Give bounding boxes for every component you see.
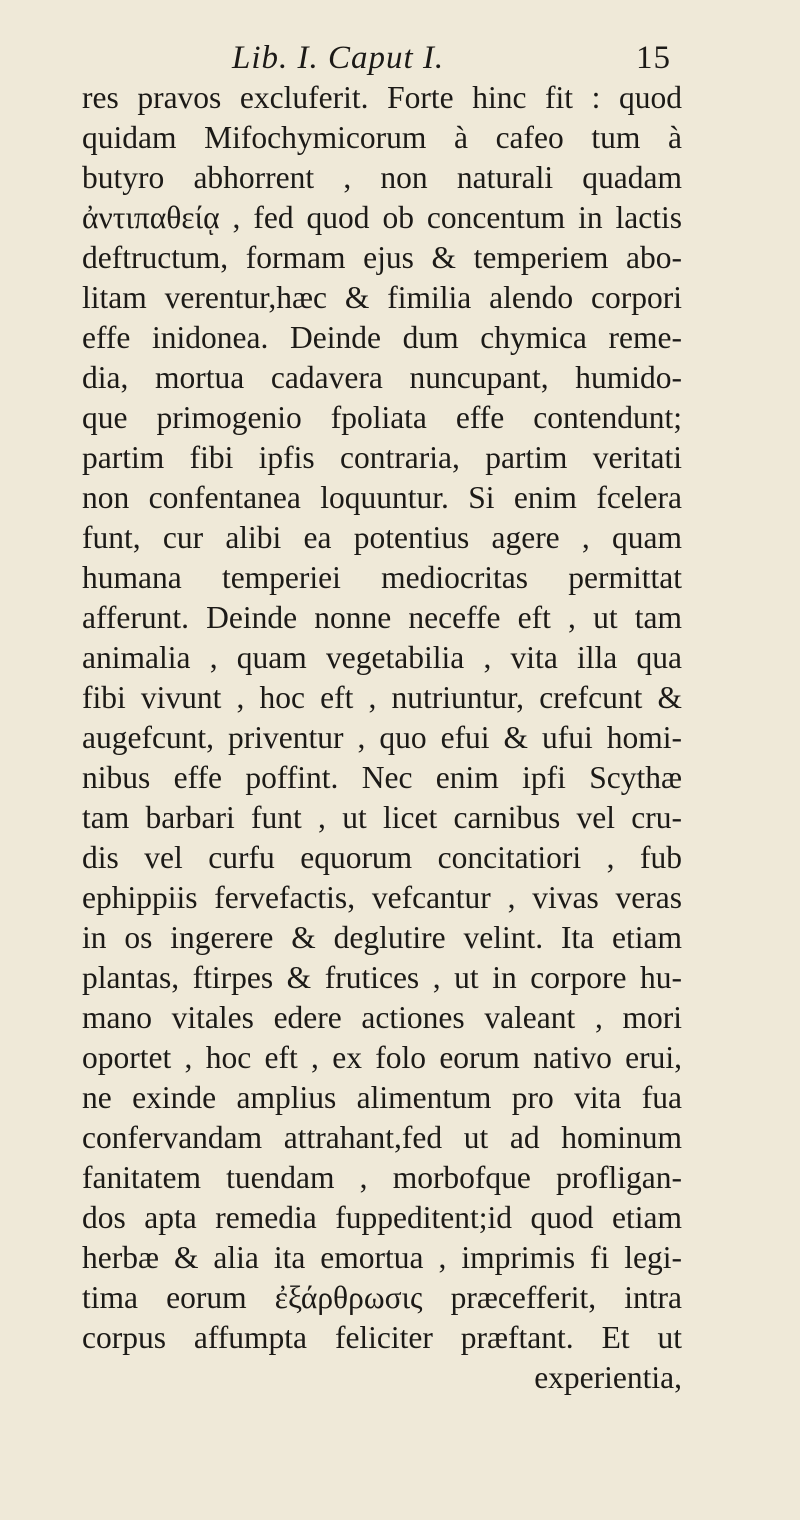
text-line: ne exinde amplius alimentum pro vita fua: [82, 1080, 682, 1115]
text-line: que primogenio fpoliata effe contendunt;: [82, 400, 682, 435]
text-line: afferunt. Deinde nonne neceffe eft , ut tam: [82, 600, 682, 635]
text-line: mano vitales edere actiones valeant , mori: [82, 1000, 682, 1035]
text-line: ἀντιπαθείᾳ , fed quod ob concentum in lactis: [82, 200, 682, 235]
text-line: dia, mortua cadavera nuncupant, humido-: [82, 360, 682, 395]
text-line: dis vel curfu equorum concitatiori , fub: [82, 840, 682, 875]
text-line: deftructum, formam ejus & temperiem abo-: [82, 240, 682, 275]
text-line: oportet , hoc eft , ex folo eorum nativo erui,: [82, 1040, 682, 1075]
text-line: ephippiis fervefactis, vefcantur , vivas veras: [82, 880, 682, 915]
text-line: effe inidonea. Deinde dum chymica reme-: [82, 320, 682, 355]
page-header: [0, 40, 800, 80]
text-line: quidam Mifochymicorum à cafeo tum à: [82, 120, 682, 155]
text-line: herbæ & alia ita emortua , imprimis fi legi-: [82, 1240, 682, 1275]
text-line: augefcunt, priventur , quo efui & ufui homi-: [82, 720, 682, 755]
body-text: [82, 78, 682, 1398]
text-line: confervandam attrahant,fed ut ad hominum: [82, 1120, 682, 1155]
text-line: litam verentur,hæc & fimilia alendo corpori: [82, 280, 682, 315]
text-line: in os ingerere & deglutire velint. Ita etiam: [82, 920, 682, 955]
text-line: dos apta remedia fuppeditent;id quod etiam: [82, 1200, 682, 1235]
text-line: corpus affumpta feliciter præftant. Et ut: [82, 1320, 682, 1355]
catchword: experientia,: [534, 1360, 682, 1395]
running-head: Lib. I. Caput I.: [232, 40, 445, 76]
text-line: fibi vivunt , hoc eft , nutriuntur, crefcunt &: [82, 680, 682, 715]
text-line: non confentanea loquuntur. Si enim fcelera: [82, 480, 682, 515]
text-line: funt, cur alibi ea potentius agere , quam: [82, 520, 682, 555]
text-line: humana temperiei mediocritas permittat: [82, 560, 682, 595]
page-number: 15: [636, 40, 671, 76]
text-line: tam barbari funt , ut licet carnibus vel cru-: [82, 800, 682, 835]
text-line: tima eorum ἐξάρθρωσις præcefferit, intra: [82, 1280, 682, 1315]
text-line: butyro abhorrent , non naturali quadam: [82, 160, 682, 195]
text-line: plantas, ftirpes & frutices , ut in corpore hu-: [82, 960, 682, 995]
text-line: res pravos excluferit. Forte hinc fit : quod: [82, 80, 682, 115]
text-line: animalia , quam vegetabilia , vita illa qua: [82, 640, 682, 675]
text-line: fanitatem tuendam , morbofque profligan-: [82, 1160, 682, 1195]
text-line: nibus effe poffint. Nec enim ipfi Scythæ: [82, 760, 682, 795]
text-line: partim fibi ipfis contraria, partim veritati: [82, 440, 682, 475]
